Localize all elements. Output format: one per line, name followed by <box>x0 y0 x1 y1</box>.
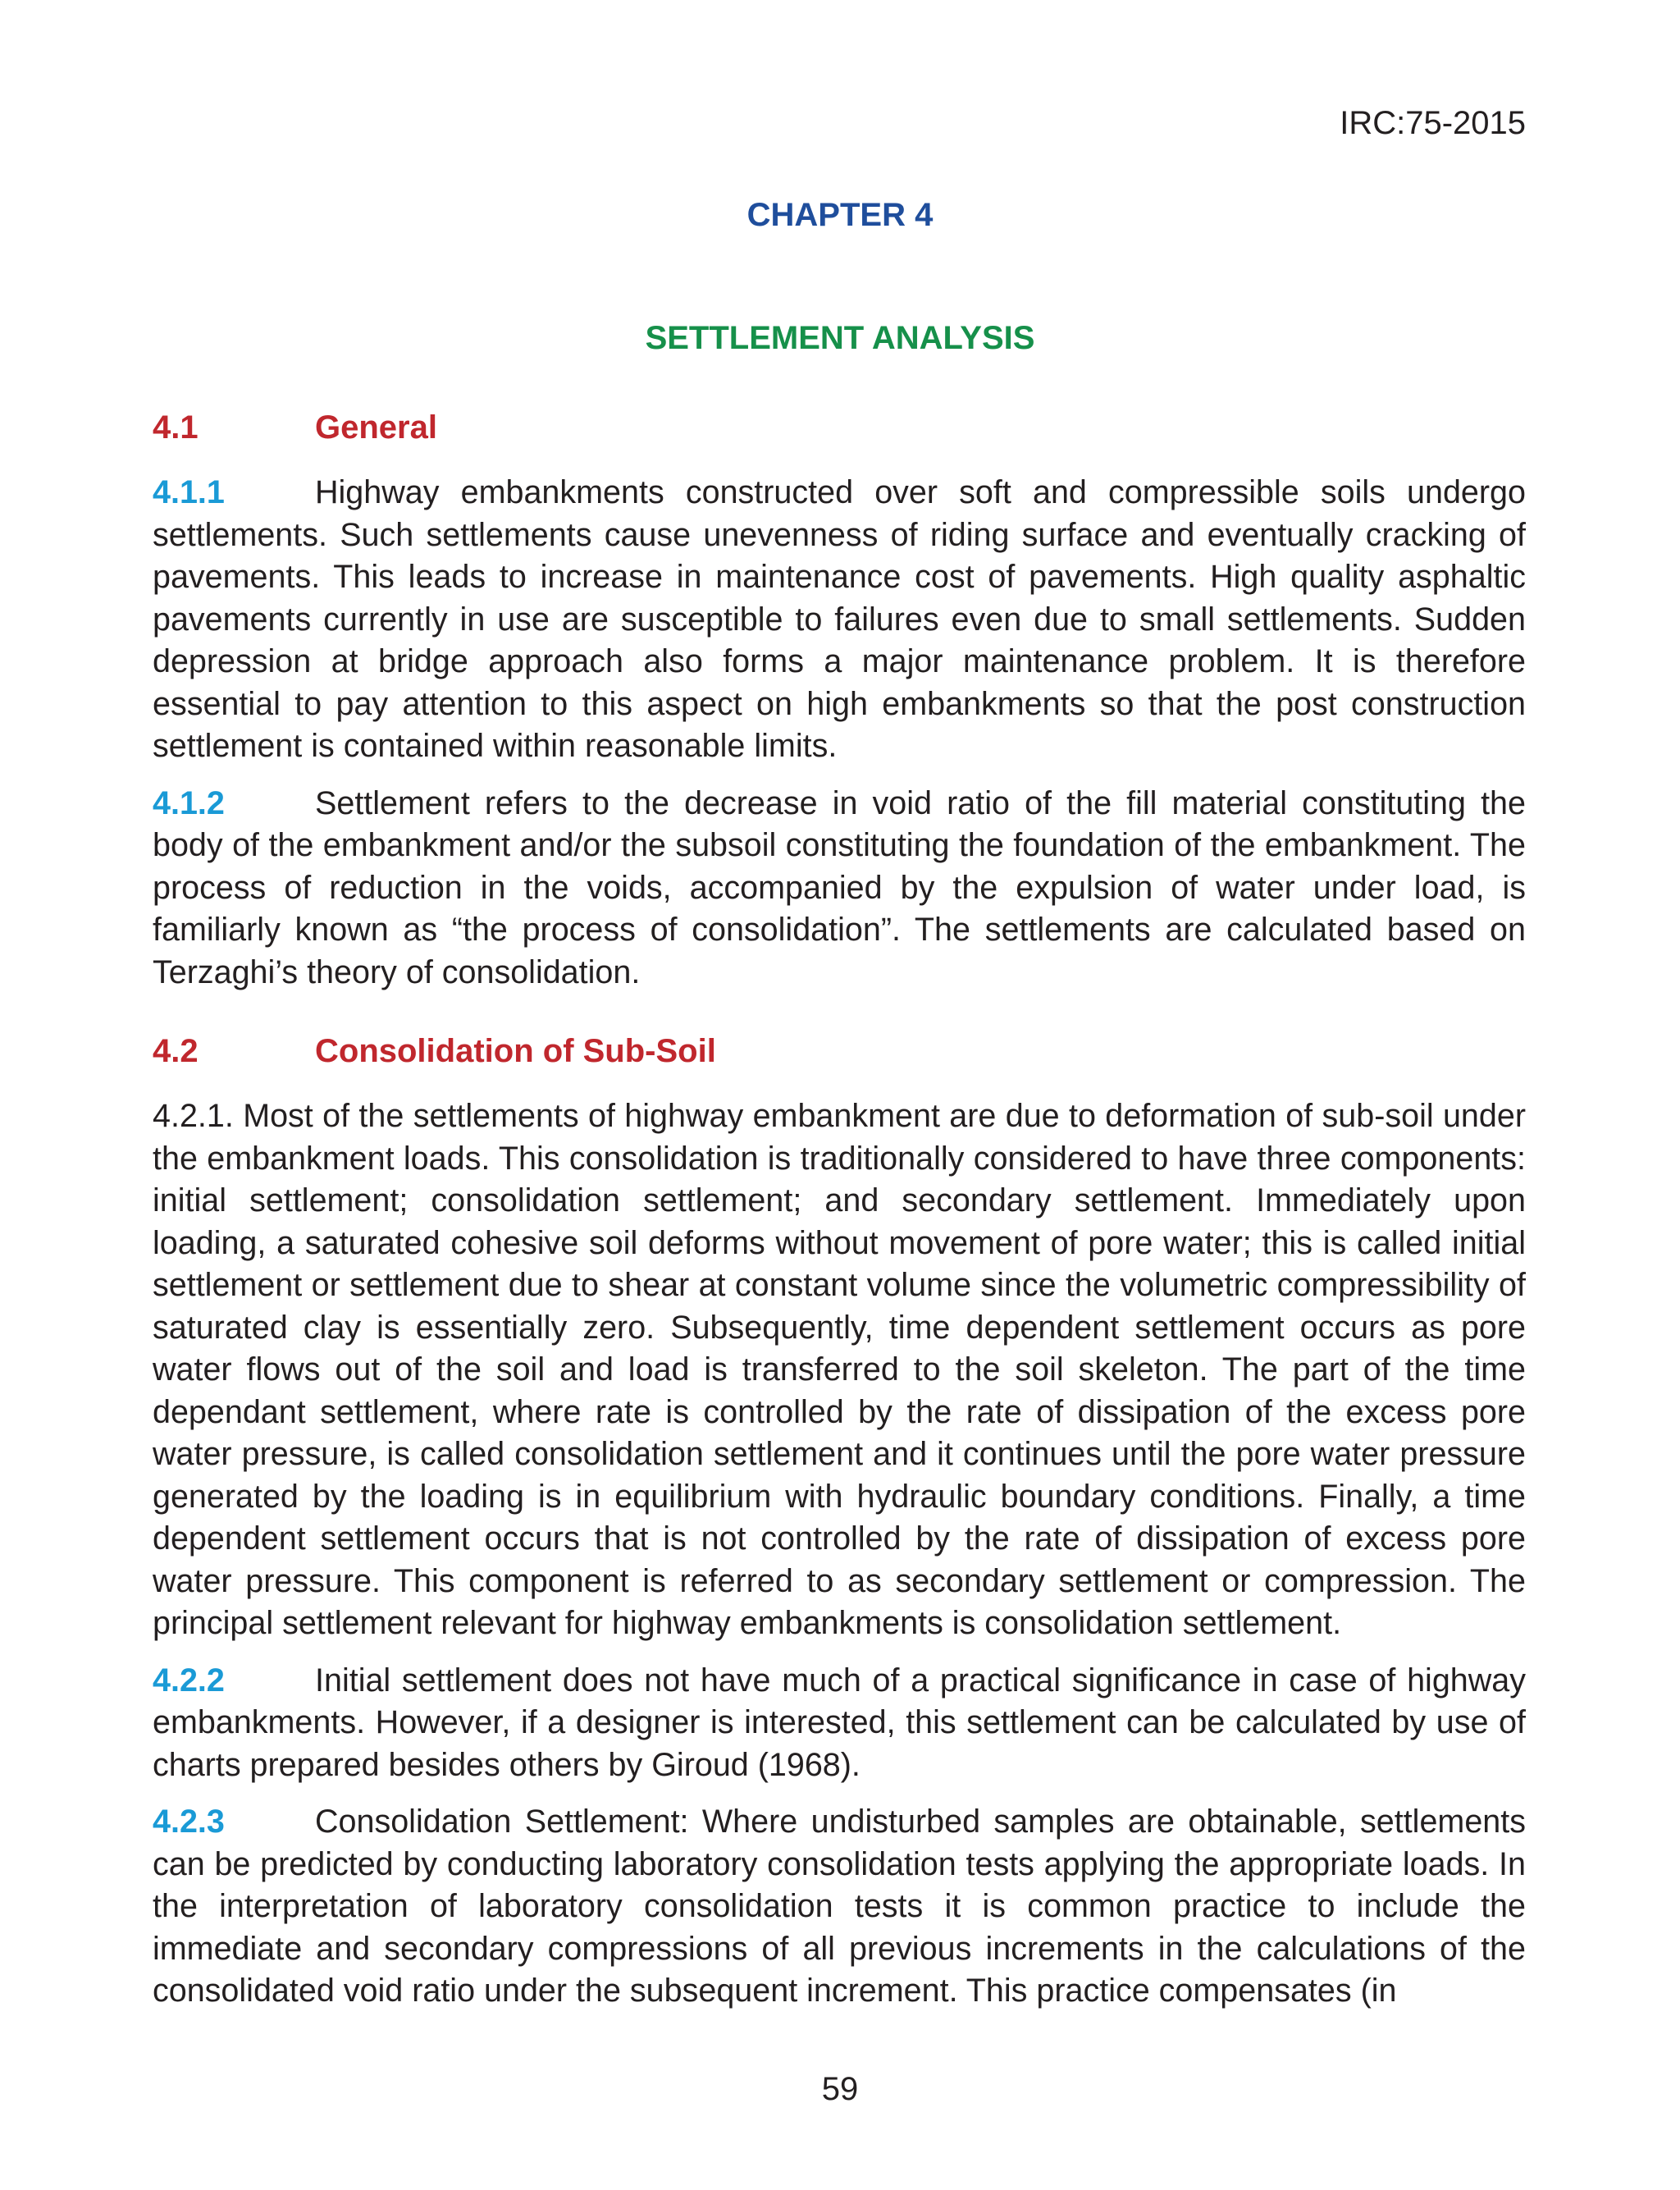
paragraph-4-1-1 <box>153 472 1526 768</box>
paragraph-number: 4.1.1 <box>153 474 225 510</box>
section-title: Consolidation of Sub-Soil <box>315 1033 716 1069</box>
section-heading-4-2 <box>153 1030 1526 1072</box>
document-code: IRC:75-2015 <box>1340 105 1526 141</box>
paragraph-number: 4.1.2 <box>153 784 225 821</box>
paragraph-4-1-2 <box>153 783 1526 994</box>
paragraph-number: 4.2.3 <box>153 1804 225 1840</box>
section-title: General <box>315 409 437 446</box>
paragraph-text: Settlement refers to the decrease in void ratio of the fill material constituting the body of the embankment and/or the subsoil constituting the foundation of the embankment. The process of reduction in the voids, accompanied by the expulsion of water under load, is familiarly known as “the process of consolidation”. The settlements are calculated based on Terzaghi’s theory of consolidation. <box>153 784 1526 990</box>
page-number: 59 <box>821 2071 859 2107</box>
section-number: 4.1 <box>153 409 199 446</box>
paragraph-text: Consolidation Settlement: Where undisturbed samples are obtainable, settlements can be predicted by conducting laboratory consolidation tests applying the appropriate loads. In the interpretation of laboratory consolidation tests it is common practice to include the immediate and secondary compressions of all previous increments in the calculations of the consolidated void ratio under the subsequent increment. This practice compensates (in <box>153 1804 1526 2009</box>
paragraph-number: 4.2.1. <box>153 1098 234 1134</box>
chapter-title: SETTLEMENT ANALYSIS <box>645 320 1035 356</box>
paragraph-text: Highway embankments constructed over soft and compressible soils undergo settlements. Such settlements cause unevenness of riding surface and eventually cracking of pavements. This leads to increase in maintenance cost of pavements. High quality asphaltic pavements currently in use are susceptible to failures even due to small settlements. Sudden depression at bridge approach also forms a major maintenance problem. It is therefore essential to pay attention to this aspect on high embankments so that the post construction settlement is contained within reasonable limits. <box>153 474 1526 764</box>
paragraph-4-2-2 <box>153 1660 1526 1787</box>
paragraph-4-2-3 <box>153 1801 1526 2013</box>
paragraph-text: Most of the settlements of highway embankment are due to deformation of sub-soil under the embankment loads. This consolidation is traditionally considered to have three components: initial settlement; consolidation settlement; and secondary settlement. Immediately upon loading, a saturated cohesive soil deforms without movement of pore water; this is called initial settlement or settlement due to shear at constant volume since the volumetric compressibility of saturated clay is essentially zero. Subsequently, time dependent settlement occurs as pore water flows out of the soil and load is transferred to the soil skeleton. The part of the time dependant settlement, where rate is controlled by the rate of dissipation of the excess pore water pressure, is called consolidation settlement and it continues until the pore water pressure generated by the loading is in equilibrium with hydraulic boundary conditions. Finally, a time dependent settlement occurs that is not controlled by the rate of dissipation of excess pore water pressure. This component is referred to as secondary settlement or compression. The principal settlement relevant for highway embankments is consolidation settlement. <box>153 1098 1526 1641</box>
paragraph-4-2-1 <box>153 1095 1526 1645</box>
chapter-label: CHAPTER 4 <box>746 197 934 233</box>
paragraph-text: Initial settlement does not have much of a practical significance in case of highway embankments. However, if a designer is interested, this settlement can be calculated by use of charts prepared besides others by Giroud (1968). <box>153 1662 1526 1783</box>
section-number: 4.2 <box>153 1033 199 1069</box>
paragraph-number: 4.2.2 <box>153 1662 225 1699</box>
section-heading-4-1 <box>153 406 1526 449</box>
document-body <box>153 406 1526 2028</box>
